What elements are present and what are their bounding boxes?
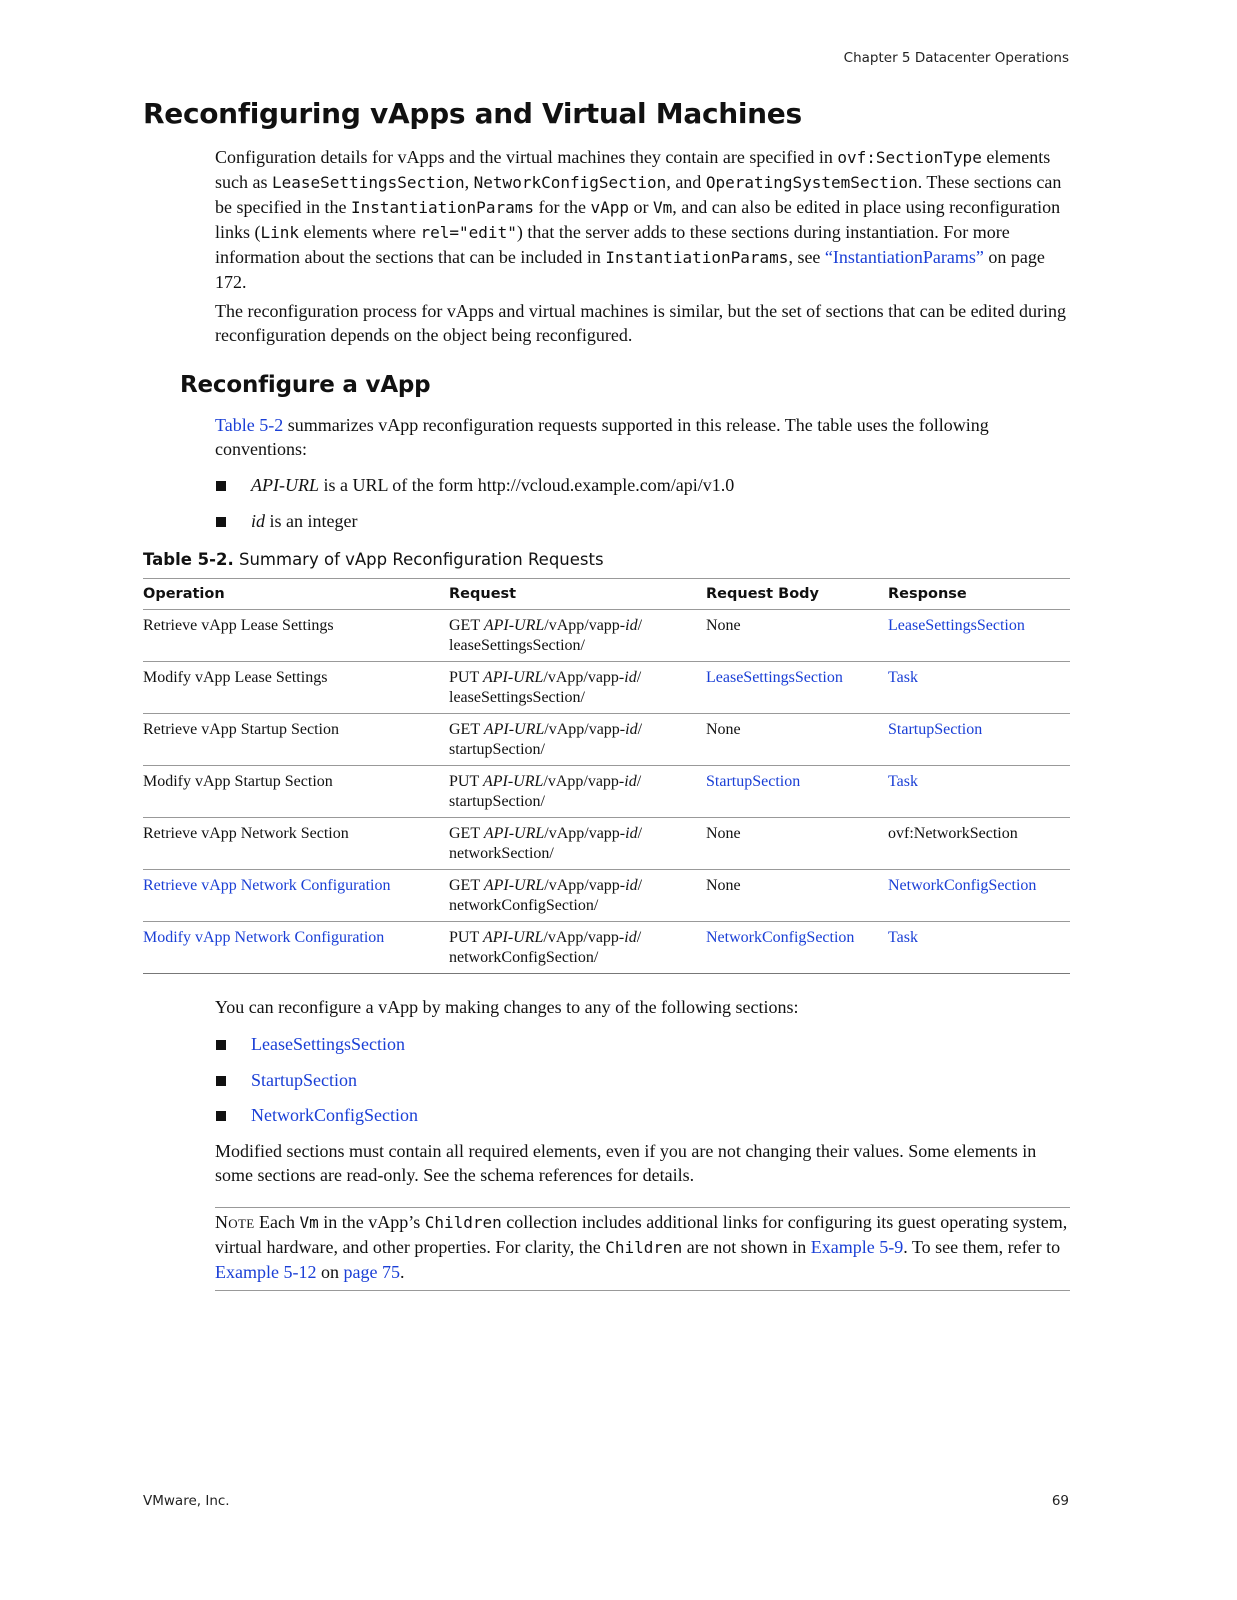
operation-cell: Retrieve vApp Lease Settings — [143, 610, 449, 662]
request-body-link[interactable]: NetworkConfigSection — [706, 922, 888, 974]
reconfiguration-requests-table — [143, 578, 1070, 974]
instantiationparams-link[interactable]: “InstantiationParams” — [824, 247, 984, 267]
column-header-request-body: Request Body — [706, 579, 888, 610]
operation-cell: Retrieve vApp Network Section — [143, 818, 449, 870]
table-row — [143, 766, 1070, 818]
operation-link[interactable]: Retrieve vApp Network Configuration — [143, 870, 449, 922]
bullet-icon — [216, 1040, 226, 1050]
response-cell: ovf:NetworkSection — [888, 818, 1070, 870]
sections-list — [215, 1032, 418, 1139]
bullet-icon — [216, 1111, 226, 1121]
intro-paragraph: Configuration details for vApps and the virtual machines they contain are specified in ovf:SectionType elements such as LeaseSettingsSection, NetworkConfigSection, and OperatingSystemSection. These sections can be specified in the InstantiationParams for the vApp or Vm, and can also be edited in place using reconfiguration links (Link elements where rel="edit") that the server adds to these sections during instantiation. For more information about the sections that can be included in InstantiationParams, see “InstantiationParams” on page 172. — [215, 147, 1062, 292]
table-row — [143, 714, 1070, 766]
table-row — [143, 870, 1070, 922]
table-row — [143, 922, 1070, 974]
sections-intro-paragraph: You can reconfigure a vApp by making changes to any of the following sections: — [215, 997, 799, 1017]
table-caption: Table 5-2. Summary of vApp Reconfiguration Requests — [143, 550, 604, 569]
operation-cell: Modify vApp Lease Settings — [143, 662, 449, 714]
column-header-operation: Operation — [143, 579, 449, 610]
response-link[interactable]: NetworkConfigSection — [888, 870, 1070, 922]
response-link[interactable]: Task — [888, 662, 1070, 714]
table-row — [143, 818, 1070, 870]
response-link[interactable]: Task — [888, 922, 1070, 974]
request-body-cell: None — [706, 714, 888, 766]
response-link[interactable]: StartupSection — [888, 714, 1070, 766]
leasesettingssection-link[interactable]: LeaseSettingsSection — [251, 1034, 405, 1054]
request-cell: GET API-URL/vApp/vapp-id/ leaseSettingsSection/ — [449, 610, 706, 662]
response-link[interactable]: LeaseSettingsSection — [888, 610, 1070, 662]
running-head: Chapter 5 Datacenter Operations — [843, 50, 1069, 66]
request-cell: GET API-URL/vApp/vapp-id/ networkConfigSection/ — [449, 870, 706, 922]
request-body-link[interactable]: StartupSection — [706, 766, 888, 818]
request-body-cell: None — [706, 818, 888, 870]
bullet-icon — [216, 1076, 226, 1086]
bullet-icon — [216, 517, 226, 527]
conventions-list — [215, 473, 734, 544]
bullet-icon — [216, 481, 226, 491]
column-header-response: Response — [888, 579, 1070, 610]
list-item — [215, 1032, 418, 1068]
request-body-link[interactable]: LeaseSettingsSection — [706, 662, 888, 714]
networkconfigsection-link[interactable]: NetworkConfigSection — [251, 1105, 418, 1125]
page-75-link[interactable]: page 75 — [343, 1262, 400, 1282]
table-header-row — [143, 579, 1070, 610]
modified-sections-paragraph: Modified sections must contain all required elements, even if you are not changing their values. Some elements in some sections are read-only. See the schema references for details. — [215, 1141, 1037, 1185]
table-intro-paragraph: Table 5-2 summarizes vApp reconfiguration requests supported in this release. The table uses the following conventions: — [215, 415, 989, 459]
subsection-title: Reconfigure a vApp — [180, 372, 431, 398]
response-link[interactable]: Task — [888, 766, 1070, 818]
startupsection-link[interactable]: StartupSection — [251, 1069, 357, 1090]
note-label: Note — [215, 1212, 255, 1232]
table-5-2-link[interactable]: Table 5-2 — [215, 415, 284, 435]
request-cell: PUT API-URL/vApp/vapp-id/ leaseSettingsSection/ — [449, 662, 706, 714]
operation-cell: Modify vApp Startup Section — [143, 766, 449, 818]
table-row — [143, 610, 1070, 662]
request-cell: PUT API-URL/vApp/vapp-id/ startupSection/ — [449, 766, 706, 818]
column-header-request: Request — [449, 579, 706, 610]
list-item: id is an integer — [215, 509, 734, 545]
note-box: Note Each Vm in the vApp’s Children collection includes additional links for configuring its guest operating system, virtual hardware, and other properties. For clarity, the Children are not shown in Example 5-9. To see them, refer to Example 5-12 on page 75. — [215, 1207, 1070, 1291]
list-item — [215, 1068, 418, 1104]
request-body-cell: None — [706, 870, 888, 922]
list-item — [215, 1103, 418, 1139]
process-paragraph: The reconfiguration process for vApps and virtual machines is similar, but the set of sections that can be edited during reconfiguration depends on the object being reconfigured. — [215, 301, 1067, 345]
table-row — [143, 662, 1070, 714]
request-body-cell: None — [706, 610, 888, 662]
request-cell: GET API-URL/vApp/vapp-id/ startupSection/ — [449, 714, 706, 766]
list-item: API-URL is a URL of the form http://vcloud.example.com/api/v1.0 — [215, 473, 734, 509]
example-5-12-link[interactable]: Example 5-12 — [215, 1262, 317, 1282]
footer-company: VMware, Inc. — [143, 1493, 230, 1509]
example-5-9-link[interactable]: Example 5-9 — [810, 1237, 904, 1257]
page-number: 69 — [1051, 1493, 1069, 1509]
operation-cell: Retrieve vApp Startup Section — [143, 714, 449, 766]
section-title: Reconfiguring vApps and Virtual Machines — [143, 97, 802, 130]
request-cell: PUT API-URL/vApp/vapp-id/ networkConfigSection/ — [449, 922, 706, 974]
request-cell: GET API-URL/vApp/vapp-id/ networkSection/ — [449, 818, 706, 870]
operation-link[interactable]: Modify vApp Network Configuration — [143, 922, 449, 974]
